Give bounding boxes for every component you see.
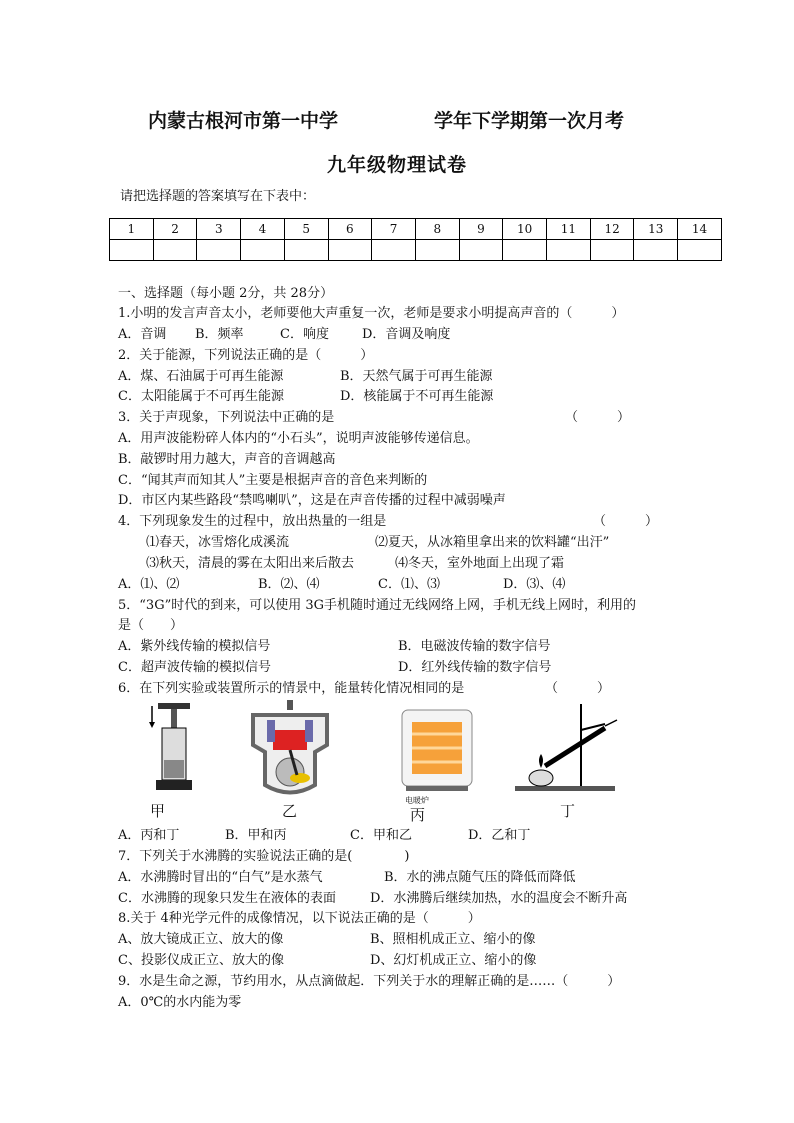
- answer-number: 10: [503, 219, 547, 240]
- q8-option-b: B、照相机成正立、缩小的像: [370, 932, 536, 947]
- answer-number: 12: [590, 219, 634, 240]
- answer-cell[interactable]: [415, 240, 459, 261]
- answer-instruction: 请把选择题的答案填写在下表中：: [120, 189, 316, 204]
- q4-statement-1: ⑴春天，冰雪熔化成溪流: [146, 535, 290, 550]
- q5-stem-continued: 是（ ）: [118, 618, 184, 633]
- answer-table: [109, 218, 722, 261]
- figure-test-tube-heating: [505, 700, 630, 800]
- answer-cell[interactable]: [197, 240, 241, 261]
- section-title: 一、选择题（每小题 2分，共 28分）: [118, 286, 334, 301]
- answer-number: 6: [328, 219, 372, 240]
- q7-option-b: B．水的沸点随气压的降低而降低: [384, 870, 576, 885]
- answer-cell[interactable]: [590, 240, 634, 261]
- answer-cell[interactable]: [153, 240, 197, 261]
- q6-option-a: A．丙和丁: [118, 828, 180, 843]
- q4-statement-2: ⑵夏天，从冰箱里拿出来的饮料罐“出汗”: [375, 535, 610, 550]
- figure-electric-heater: [398, 700, 478, 800]
- answer-number: 8: [415, 219, 459, 240]
- q4-option-c: C．⑴、⑶: [378, 577, 440, 592]
- q9-stem: 9．水是生命之源，节约用水，从点滴做起．下列关于水的理解正确的是……（ ）: [118, 974, 621, 989]
- q1-option-a: A．音调: [118, 327, 167, 342]
- answer-cell[interactable]: [372, 240, 416, 261]
- q1-option-c: C．响度: [280, 327, 329, 342]
- q6-option-b: B．甲和丙: [225, 828, 287, 843]
- answer-blank-row: [110, 240, 722, 261]
- figure-label-yi: 乙: [282, 802, 298, 820]
- q8-option-c: C、投影仪成正立、放大的像: [118, 953, 284, 968]
- exam-subject: 九年级物理试卷: [326, 154, 467, 176]
- answer-cell[interactable]: [284, 240, 328, 261]
- q5-option-b: B．电磁波传输的数字信号: [398, 639, 551, 654]
- q2-option-b: B．天然气属于可再生能源: [340, 369, 493, 384]
- q8-stem: 8.关于 4种光学元件的成像情况，以下说法正确的是（ ）: [118, 911, 481, 926]
- term-name: 学年下学期第一次月考: [434, 110, 625, 132]
- q1-option-b: B．频率: [195, 327, 244, 342]
- q6-answer-paren: （ ）: [545, 681, 611, 696]
- answer-cell[interactable]: [634, 240, 678, 261]
- answer-number-row: [110, 219, 722, 240]
- heater-caption: 电暖炉: [405, 796, 429, 805]
- q5-option-d: D．红外线传输的数字信号: [398, 660, 552, 675]
- school-name: 内蒙古根河市第一中学: [148, 110, 339, 132]
- answer-cell[interactable]: [503, 240, 547, 261]
- q5-option-a: A．紫外线传输的模拟信号: [118, 639, 271, 654]
- answer-number: 5: [284, 219, 328, 240]
- q1-stem: 1.小明的发言声音太小，老师要他大声重复一次，老师是要求小明提高声音的（ ）: [118, 306, 625, 321]
- q3-option-b: B．敲锣时用力越大，声音的音调越高: [118, 452, 336, 467]
- q7-option-d: D．水沸腾后继续加热，水的温度会不断升高: [370, 891, 628, 906]
- answer-number: 9: [459, 219, 503, 240]
- q2-option-a: A．煤、石油属于可再生能源: [118, 369, 284, 384]
- q2-option-c: C．太阳能属于不可再生能源: [118, 389, 284, 404]
- q8-option-d: D、幻灯机成正立、缩小的像: [370, 953, 537, 968]
- q1-option-d: D．音调及响度: [362, 327, 451, 342]
- answer-number: 13: [634, 219, 678, 240]
- answer-cell[interactable]: [678, 240, 722, 261]
- answer-cell[interactable]: [328, 240, 372, 261]
- answer-number: 11: [547, 219, 591, 240]
- q9-option-a: A．0℃的水内能为零: [118, 995, 242, 1010]
- q2-option-d: D．核能属于不可再生能源: [340, 389, 494, 404]
- q7-stem: 7．下列关于水沸腾的实验说法正确的是( ): [118, 849, 410, 864]
- answer-cell[interactable]: [110, 240, 154, 261]
- answer-cell[interactable]: [459, 240, 503, 261]
- answer-cell[interactable]: [547, 240, 591, 261]
- q7-option-a: A．水沸腾时冒出的“白气”是水蒸气: [118, 870, 323, 885]
- q3-option-d: D．市区内某些路段“禁鸣喇叭”，这是在声音传播的过程中减弱噪声: [118, 493, 506, 508]
- q7-option-c: C．水沸腾的现象只发生在液体的表面: [118, 891, 336, 906]
- q4-option-b: B．⑵、⑷: [258, 577, 320, 592]
- q6-option-d: D．乙和丁: [468, 828, 531, 843]
- q6-option-c: C．甲和乙: [350, 828, 412, 843]
- figure-label-ding: 丁: [560, 802, 576, 820]
- q3-answer-paren: （ ）: [565, 410, 631, 425]
- figure-label-jia: 甲: [150, 802, 166, 820]
- figure-air-compression-syringe: [140, 700, 200, 800]
- q3-stem: 3．关于声现象，下列说法中正确的是: [118, 410, 335, 425]
- q4-answer-paren: （ ）: [593, 514, 659, 529]
- q5-stem: 5．“3G”时代的到来，可以使用 3G手机随时通过无线网络上网，手机无线上网时，利用的: [118, 598, 637, 613]
- answer-number: 7: [372, 219, 416, 240]
- figure-engine-cylinder: [245, 700, 335, 800]
- answer-number: 3: [197, 219, 241, 240]
- q3-option-c: C．“闻其声而知其人”主要是根据声音的音色来判断的: [118, 473, 428, 488]
- q4-option-d: D．⑶、⑷: [503, 577, 566, 592]
- q3-option-a: A．用声波能粉碎人体内的“小石头”，说明声波能够传递信息。: [118, 431, 479, 446]
- answer-number: 2: [153, 219, 197, 240]
- answer-number: 1: [110, 219, 154, 240]
- q4-stem: 4．下列现象发生的过程中，放出热量的一组是: [118, 514, 387, 529]
- q8-option-a: A、放大镜成正立、放大的像: [118, 932, 284, 947]
- q5-option-c: C．超声波传输的模拟信号: [118, 660, 271, 675]
- figure-label-bing: 丙: [410, 806, 426, 824]
- q4-statement-4: ⑷冬天，室外地面上出现了霜: [395, 556, 565, 571]
- q4-statement-3: ⑶秋天，清晨的雾在太阳出来后散去: [146, 556, 355, 571]
- q2-stem: 2．关于能源，下列说法正确的是（ ）: [118, 348, 374, 363]
- q4-option-a: A．⑴、⑵: [118, 577, 180, 592]
- q6-stem: 6．在下列实验或装置所示的情景中，能量转化情况相同的是: [118, 681, 465, 696]
- answer-cell[interactable]: [241, 240, 285, 261]
- answer-number: 14: [678, 219, 722, 240]
- answer-number: 4: [241, 219, 285, 240]
